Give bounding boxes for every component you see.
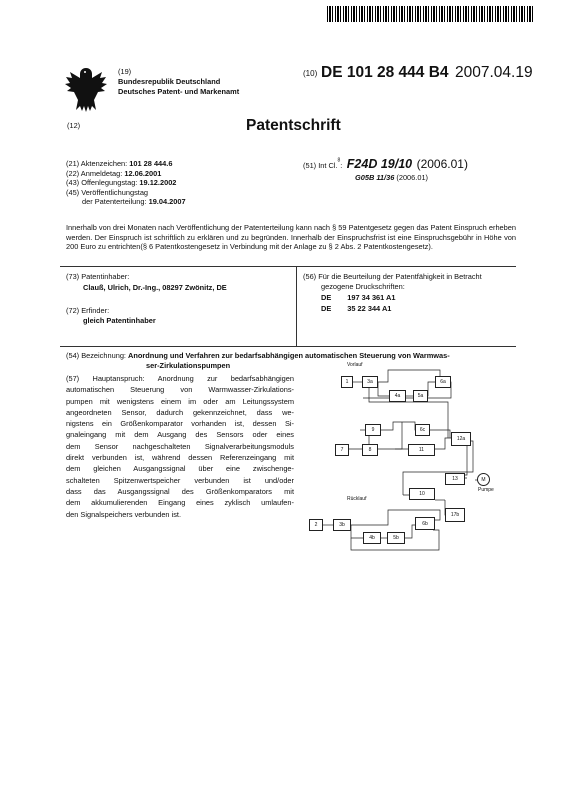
bib-left <box>66 159 296 207</box>
bib-row: der Patenterteilung: 19.04.2007 <box>82 197 186 207</box>
prior-art-label: (56) Für die Beurteilung der Patentfähigkeit in Betracht <box>303 272 482 281</box>
doc-number: DE 101 28 444 B4 <box>321 64 449 81</box>
block-6c: 6c <box>415 424 430 436</box>
vorlauf-label: Vorlauf <box>347 362 363 368</box>
inventor-value: gleich Patentinhaber <box>83 316 156 325</box>
ipc-main-year: (2006.01) <box>416 157 468 171</box>
doc-date: 2007.04.19 <box>455 64 533 81</box>
block-6a: 6a <box>435 376 451 388</box>
title-line-1: Anordnung und Verfahren zur bedarfsabhängigen automatischen Steuerung von Warmwas- <box>128 351 450 360</box>
block-10: 10 <box>409 488 435 500</box>
doc-type: Patentschrift <box>246 117 341 134</box>
pumpe-label: Pumpe <box>478 487 494 493</box>
country-name: Bundesrepublik Deutschland <box>118 77 221 86</box>
prior-art-label-2: gezogene Druckschriften: <box>321 282 405 291</box>
block-3b: 3b <box>333 519 351 531</box>
block-1: 1 <box>341 376 353 388</box>
inventor-label: (72) Erfinder: <box>66 306 110 315</box>
main-claim: (57) Hauptanspruch: Anordnung zur bedarfsabhängigen automatischen Steuerung von Warmwasser-Zirkulations- pumpen mit wenigstens einem im oder am Leitungssystem angeordneten Sensor, dadurch gekennzeichnet, dass we- nigstens ein Größenkomparator vorhanden ist, dessen Si- gnaleingang mit dem Ausgang des Sensors oder eines dem Sensor nachgeschalteten Signalverarbeitungsmoduls direkt verbunden ist, während dessen Referenzeingang mit dem gleichen Ausgangssignal über eine zwischenge- schalteten Spitzenwertspeicher verbunden ist und/oder dass das Ausgangssignal des Größenkomparators mit dem akkumulierenden Eingang eines zyklisch umlaufen- den Signalspeichers verbunden ist. <box>66 374 295 519</box>
proprietor-value: Clauß, Ulrich, Dr.-Ing., 08297 Zwönitz, DE <box>83 283 227 292</box>
bib-row: (45) Veröffentlichungstag <box>66 187 149 197</box>
barcode <box>327 6 535 22</box>
block-11: 11 <box>408 444 435 456</box>
ipc-block: (51) Int Cl.$^8$: F24D 19/10 (2006.01) G05B 11/36 (2006.01) <box>303 157 468 182</box>
column-divider <box>296 266 297 346</box>
ipc-edition: 8 <box>337 157 341 164</box>
block-7: 7 <box>335 444 349 456</box>
circuit-diagram <box>305 360 505 560</box>
proprietor-label: (73) Patentinhaber: <box>66 272 130 281</box>
block-2: 2 <box>309 519 323 531</box>
title-line-2: ser-Zirkulationspumpen <box>146 360 231 370</box>
block-8: 8 <box>362 444 378 456</box>
code-19: (19) <box>118 67 132 76</box>
ipc-label: (51) Int Cl. <box>303 161 338 170</box>
federal-eagle-logo <box>64 64 108 114</box>
bib-row: (43) Offenlegungstag: 19.12.2002 <box>66 178 177 188</box>
code-10: (10) <box>303 69 318 78</box>
divider <box>60 266 516 267</box>
prior-art-ref: DE 35 22 344 A1 <box>321 304 392 313</box>
ipc-sub-year: (2006.01) <box>396 173 429 182</box>
ipc-main-class: F24D 19/10 <box>346 157 413 171</box>
title-label: (54) Bezeichnung: <box>66 351 126 360</box>
block-13: 13 <box>445 473 465 485</box>
block-5b: 5b <box>387 532 405 544</box>
block-9: 9 <box>365 424 381 436</box>
ipc-sub-class: G05B 11/36 <box>355 173 395 182</box>
bib-row: (22) Anmeldetag: 12.06.2001 <box>66 168 162 178</box>
divider <box>60 346 516 347</box>
claim-label: (57) Hauptanspruch: <box>66 374 145 383</box>
block-5a: 5a <box>413 390 428 402</box>
block-4b: 4b <box>363 532 381 544</box>
block-6b: 6b <box>415 517 435 530</box>
bib-row: (21) Aktenzeichen: 101 28 444.6 <box>66 159 173 168</box>
code-12: (12) <box>67 121 81 130</box>
block-12a: 12a <box>451 432 471 446</box>
block-17b: 17b <box>445 508 465 522</box>
block-4a: 4a <box>389 390 406 402</box>
prior-art-ref: DE 197 34 361 A1 <box>321 293 396 302</box>
pump-motor-icon: M <box>477 473 490 486</box>
block-3a: 3a <box>362 376 378 388</box>
opposition-notice: Innerhalb von drei Monaten nach Veröffentlichung der Patenterteilung kann nach § 59 Patentgesetz gegen das Patent Einspruch erheben werden. Der Einspruch ist schriftlich zu erklären und zu begründen. Innerhalb der Einspruchsfrist ist eine Einspruchsgebühr in Höhe von 200 Euro zu entrichten(§ 6 Patentkostengesetz in Verbindung mit der Anlage zu § 2 Abs. 2 Patentkostengesetz). <box>66 223 516 252</box>
ruecklauf-label: Rücklauf <box>347 496 367 502</box>
patent-office: Deutsches Patent- und Markenamt <box>118 87 240 96</box>
